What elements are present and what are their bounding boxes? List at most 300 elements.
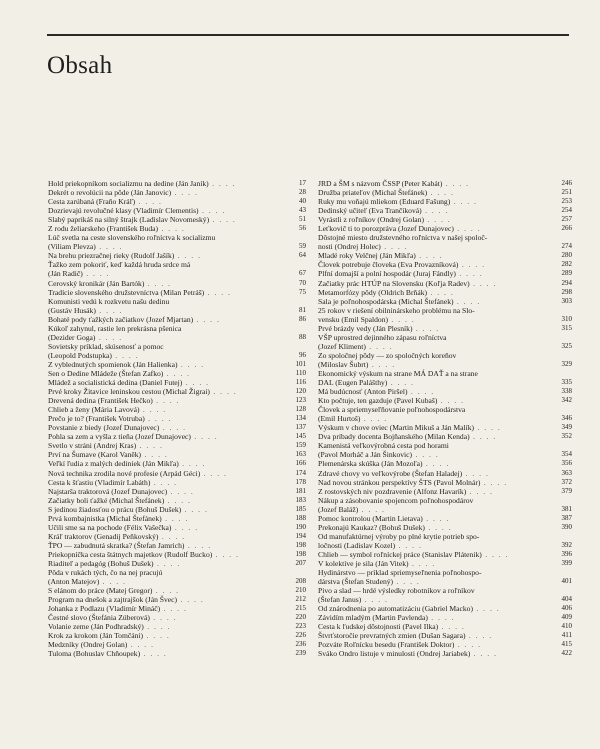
toc-entry-title: Pozváte Roľnícku besedu (František Doktor) xyxy=(318,640,455,650)
toc-entry xyxy=(48,224,306,233)
leader-dots: . . . . xyxy=(368,359,396,369)
toc-page-number: 96 xyxy=(299,350,306,359)
leader-dots: . . . . xyxy=(95,242,124,252)
toc-entry xyxy=(318,188,572,197)
toc-entry xyxy=(318,523,572,532)
toc-entry-title: Riaditeľ a pedagóg (Bohuš Dušek) xyxy=(48,558,154,568)
toc-entry-title: Mladé roky Velčnej (Ján Mikľa) xyxy=(318,251,416,261)
leader-dots: . . . . xyxy=(174,251,202,261)
toc-entry-title: Kto počtuje, ten gazduje (Pavel Kubaš) xyxy=(318,396,438,406)
toc-entry-title: Prví na Šumave (Karol Vaněk) xyxy=(48,450,142,460)
toc-entry xyxy=(318,550,572,559)
toc-entry-title: Prvé kroky Žitavice leninskou cestou (Michal Žigrai) xyxy=(48,387,210,397)
toc-entry xyxy=(48,260,306,269)
toc-entry-title: (Viliam Plevza) xyxy=(48,242,96,252)
toc-entry-title: (Dezider Goga) xyxy=(48,332,96,342)
toc-entry xyxy=(48,586,306,595)
toc-entry-title: Vyrástli z roľníkov (Ondrej Golan) xyxy=(318,215,424,225)
toc-entry xyxy=(48,505,306,514)
toc-entry-title: Dekrét o revolúcii na pôde (Ján Janovic) xyxy=(48,188,172,198)
toc-entry-title: (Leopold Podstupka) xyxy=(48,350,112,360)
leader-dots: . . . . xyxy=(139,405,167,415)
toc-entry xyxy=(48,269,306,278)
toc-entry xyxy=(318,505,572,514)
leader-dots: . . . . xyxy=(163,368,191,378)
toc-entry-title: Metamorfózy pôdy (Oldrich Brňák) xyxy=(318,287,428,297)
toc-entry xyxy=(318,496,572,505)
toc-page-number: 239 xyxy=(295,649,306,658)
toc-entry xyxy=(48,324,306,333)
toc-page-number: 64 xyxy=(299,251,306,260)
toc-page-number: 372 xyxy=(561,477,572,486)
toc-entry xyxy=(318,622,572,631)
toc-entry xyxy=(318,396,572,405)
toc-page-number: 40 xyxy=(299,197,306,206)
leader-dots: . . . . xyxy=(472,604,501,614)
leader-dots: . . . . xyxy=(184,540,212,550)
leader-dots: . . . . xyxy=(158,531,186,541)
toc-entry-title: vensku (Emil Spaldon) xyxy=(318,314,389,324)
toc-entry xyxy=(318,450,572,459)
leader-dots: . . . . xyxy=(470,649,498,659)
leader-dots: . . . . xyxy=(462,468,490,478)
toc-entry-title: Sovietsky príklad, skúsenosť a pomoc xyxy=(48,341,164,351)
toc-page-number: 303 xyxy=(561,296,572,305)
toc-entry xyxy=(318,215,572,224)
toc-entry-title: Prvá kombajnistka (Michal Štefánek) xyxy=(48,513,162,523)
toc-entry xyxy=(48,532,306,541)
toc-entry-title: (Pavol Morháč a Ján Šinkovic) xyxy=(318,450,413,460)
toc-entry-title: (Štefan Janus) xyxy=(318,595,362,605)
toc-entry xyxy=(318,577,572,586)
toc-page-number: 223 xyxy=(295,622,306,631)
toc-page-number: 210 xyxy=(295,586,306,595)
toc-entry xyxy=(48,414,306,423)
toc-entry xyxy=(48,604,306,613)
leader-dots: . . . . xyxy=(177,595,205,605)
toc-entry xyxy=(48,242,306,251)
leader-dots: . . . . xyxy=(161,513,189,523)
toc-entry xyxy=(48,306,306,315)
leader-dots: . . . . xyxy=(427,613,456,623)
toc-entry-title: Volanie zeme (Ján Podhradský) xyxy=(48,622,144,632)
leader-dots: . . . . xyxy=(135,197,163,207)
toc-entry-title: V kolektíve je sila (Ján Vitek) xyxy=(318,558,409,568)
toc-entry-title: Krok za krokom (Ján Tomčáni) xyxy=(48,631,144,641)
toc-entry xyxy=(48,459,306,468)
toc-entry xyxy=(48,215,306,224)
leader-dots: . . . . xyxy=(95,332,123,342)
toc-entry xyxy=(318,432,572,441)
toc-entry-title: (Jozef Kliment) xyxy=(318,341,366,351)
leader-dots: . . . . xyxy=(393,577,421,587)
toc-entry xyxy=(318,297,572,306)
toc-entry-title: Pohla sa zem a vyšla z tieňa (Jozef Dunajovec) xyxy=(48,432,191,442)
toc-page-number: 392 xyxy=(561,540,572,549)
toc-page-number: 363 xyxy=(561,468,572,477)
toc-entry xyxy=(318,487,572,496)
toc-page-number: 220 xyxy=(295,613,306,622)
leader-dots: . . . . xyxy=(150,477,178,487)
toc-entry-title: (Ján Radič) xyxy=(48,269,83,279)
toc-entry-title: Povstanie z biedy (Jozef Dunajovec) xyxy=(48,423,160,433)
toc-entry xyxy=(48,478,306,487)
toc-entry xyxy=(318,469,572,478)
toc-entry xyxy=(48,333,306,342)
toc-entry-title: Dva príbady docenta Bojňanského (Milan Kenda) xyxy=(318,432,470,442)
toc-entry xyxy=(318,333,572,342)
toc-entry-title: S jedinou žiadosťou o prácu (Bohuš Dušek) xyxy=(48,504,182,514)
toc-entry xyxy=(48,188,306,197)
toc-entry-title: Dedinský učiteľ (Eva Trančíková) xyxy=(318,206,422,216)
toc-page-number: 274 xyxy=(561,242,572,251)
toc-page-number: 174 xyxy=(295,468,306,477)
page-title: Obsah xyxy=(47,52,113,79)
toc-entry xyxy=(48,622,306,631)
toc-entry xyxy=(318,459,572,468)
toc-entry xyxy=(48,233,306,242)
leader-dots: . . . . xyxy=(358,504,386,514)
toc-entry-title: Od znárodnenia po automatizáciu (Gabriel Macko) xyxy=(318,604,473,614)
leader-dots: . . . . xyxy=(160,604,188,614)
leader-dots: . . . . xyxy=(136,441,164,451)
toc-page-number: 178 xyxy=(295,477,306,486)
toc-entry-title: Učili sme sa na pochode (Félix Vašečka) xyxy=(48,522,172,532)
toc-entry-title: Zdravé chovy vo veľkovýrobe (Štefan Haladej) xyxy=(318,468,463,478)
leader-dots: . . . . xyxy=(458,260,486,270)
toc-entry-title: Svetlo v stráni (Andrej Kras) xyxy=(48,441,137,451)
toc-entry-title: (Jozef Baláž) xyxy=(318,504,359,514)
toc-entry-title: Kráľ traktorov (Genadij Peňkovský) xyxy=(48,531,159,541)
toc-entry xyxy=(48,423,306,432)
toc-page-number: 181 xyxy=(295,486,306,495)
toc-entry xyxy=(48,342,306,351)
toc-entry xyxy=(48,206,306,215)
toc-entry-title: Štvrťstoročie prevratných zmien (Dušan Sagara) xyxy=(318,631,466,641)
toc-entry-title: Na brehu priezračnej rieky (Rudolf Jašík) xyxy=(48,251,175,261)
toc-entry-title: Má budúcnosť (Anton Piršel) xyxy=(318,387,408,397)
toc-entry-title: Pivo a slad — hrdé výsledky robotníkov a roľníkov xyxy=(318,586,475,596)
toc-page-number: 390 xyxy=(561,522,572,531)
leader-dots: . . . . xyxy=(422,513,450,523)
toc-entry-title: Výskum v chove oviec (Martin Mikuš a Ján Malík) xyxy=(318,423,475,433)
toc-entry-title: Hold priekopníkom socializmu na dedine (Ján Janík) xyxy=(48,179,209,188)
toc-entry xyxy=(48,640,306,649)
toc-entry xyxy=(48,297,306,306)
toc-entry xyxy=(48,469,306,478)
leader-dots: . . . . xyxy=(421,206,449,216)
toc-page-number: 379 xyxy=(561,486,572,495)
toc-entry xyxy=(318,541,572,550)
toc-entry xyxy=(48,496,306,505)
toc-entry-title: Najstarša traktorová (Jozef Dunajovec) xyxy=(48,486,168,496)
leader-dots: . . . . xyxy=(167,486,195,496)
leader-dots: . . . . xyxy=(171,188,199,198)
leader-dots: . . . . xyxy=(209,387,238,397)
toc-page-number: 253 xyxy=(561,197,572,206)
toc-entry xyxy=(48,514,306,523)
toc-entry xyxy=(318,260,572,269)
leader-dots: . . . . xyxy=(427,188,455,198)
toc-page-number: 349 xyxy=(561,423,572,432)
toc-page-number: 401 xyxy=(561,577,572,586)
leader-dots: . . . . xyxy=(469,278,497,288)
leader-dots: . . . . xyxy=(178,459,206,469)
toc-entry xyxy=(48,450,306,459)
toc-entry xyxy=(318,613,572,622)
toc-page-number: 406 xyxy=(561,604,572,613)
toc-entry xyxy=(318,233,572,242)
toc-entry xyxy=(318,224,572,233)
toc-page-number: 86 xyxy=(299,314,306,323)
toc-entry-title: Družba priateľov (Michal Štefánek) xyxy=(318,188,428,198)
toc-page-number: 70 xyxy=(299,278,306,287)
leader-dots: . . . . xyxy=(177,359,205,369)
toc-entry xyxy=(48,315,306,324)
toc-entry-title: Drevená dedina (František Hečko) xyxy=(48,396,153,406)
leader-dots: . . . . xyxy=(412,450,440,460)
toc-entry-title: Cesta k šťastiu (Vladimír Labáth) xyxy=(48,477,151,487)
leader-dots: . . . . xyxy=(407,387,435,397)
toc-entry xyxy=(318,405,572,414)
toc-page-number: 120 xyxy=(295,387,306,396)
toc-page-number: 294 xyxy=(561,278,572,287)
toc-entry xyxy=(318,324,572,333)
toc-entry xyxy=(48,577,306,586)
toc-entry-title: Z vyblednutých spomienok (Ján Halienka) xyxy=(48,359,178,369)
toc-entry-title: Tradície slovenského družstevníctva (Milan Petráš) xyxy=(48,287,205,297)
toc-page-number: 128 xyxy=(295,405,306,414)
toc-entry-title: Chlieb a ženy (Mária Lavová) xyxy=(48,405,140,415)
toc-page-number: 310 xyxy=(561,314,572,323)
toc-entry-title: Plfní domajší a polní hospodár (Juraj Fándly) xyxy=(318,269,456,279)
toc-entry-title: dárstva (Štefan Studený) xyxy=(318,577,394,587)
leader-dots: . . . . xyxy=(182,378,210,388)
top-rule xyxy=(47,34,569,36)
leader-dots: . . . . xyxy=(198,206,226,216)
toc-page-number: 404 xyxy=(561,595,572,604)
toc-entry-title: Z rostovských niv pozdravenie (Alfonz Havarík) xyxy=(318,486,467,496)
toc-entry xyxy=(318,568,572,577)
leader-dots: . . . . xyxy=(159,423,187,433)
toc-entry-title: Nad novou stránkou perspektívy ŠTS (Pavol Molnár) xyxy=(318,477,481,487)
toc-page-number: 251 xyxy=(561,188,572,197)
leader-dots: . . . . xyxy=(481,549,509,559)
toc-entry xyxy=(48,550,306,559)
toc-entry xyxy=(318,369,572,378)
toc-entry-title: ločnosti (Ladislav Kozel) xyxy=(318,540,396,550)
toc-entry-title: Sala je poľnohospodárska (Michal Štefánek) xyxy=(318,296,454,306)
toc-entry xyxy=(318,360,572,369)
toc-entry xyxy=(318,604,572,613)
leader-dots: . . . . xyxy=(465,631,493,641)
leader-dots: . . . . xyxy=(158,224,186,234)
toc-page-number: 207 xyxy=(295,558,306,567)
leader-dots: . . . . xyxy=(140,649,168,659)
leader-dots: . . . . xyxy=(212,549,240,559)
toc-entry-title: Sváko Ondro listuje v minulosti (Ondrej Jariabek) xyxy=(318,649,471,659)
toc-entry xyxy=(48,541,306,550)
leader-dots: . . . . xyxy=(111,350,140,360)
toc-entry-title: DAL (Eugen Palášthy) xyxy=(318,378,388,388)
leader-dots: . . . . xyxy=(208,179,236,188)
toc-page-number: 137 xyxy=(295,423,306,432)
leader-dots: . . . . xyxy=(422,459,450,469)
toc-entry-title: Ekonomický výskum na strane MÁ DAŤ a na strane xyxy=(318,368,478,378)
toc-page-number: 188 xyxy=(295,513,306,522)
toc-page-number: 409 xyxy=(561,613,572,622)
toc-entry xyxy=(48,559,306,568)
leader-dots: . . . . xyxy=(415,251,444,261)
toc-entry xyxy=(318,559,572,568)
toc-page-number: 346 xyxy=(561,414,572,423)
toc-page-number: 396 xyxy=(561,549,572,558)
toc-entry xyxy=(48,649,306,658)
toc-entry xyxy=(48,432,306,441)
leader-dots: . . . . xyxy=(453,296,481,306)
toc-page-number: 185 xyxy=(295,504,306,513)
toc-page-number: 28 xyxy=(299,188,306,197)
toc-page-number: 43 xyxy=(299,206,306,215)
toc-page-number: 198 xyxy=(295,549,306,558)
toc-entry-title: Od manufaktúrnej výroby po plné krytie potrieb spo- xyxy=(318,531,480,541)
toc-entry-title: Kúkoľ zahynul, rastie len prekrásna pšenica xyxy=(48,323,182,333)
toc-entry xyxy=(318,342,572,351)
toc-page-number: 338 xyxy=(561,387,572,396)
toc-entry-title: 25 rokov v riešení obilninárskeho problému na Slo- xyxy=(318,305,475,315)
toc-page-number: 51 xyxy=(299,215,306,224)
leader-dots: . . . . xyxy=(152,586,180,596)
leader-dots: . . . . xyxy=(454,640,482,650)
toc-entry-title: Kamenistá veľkovýrobná cesta pod horami xyxy=(318,441,449,451)
toc-entry xyxy=(48,631,306,640)
toc-entry-title: Leťkovič ti to porozpráva (Jozef Dunajovec) xyxy=(318,224,454,234)
toc-entry-title: Nová technika zrodila nové profesie (Arpád Géci) xyxy=(48,468,201,478)
toc-entry-title: Človek potrebuje človeka (Eva Provazníková) xyxy=(318,260,459,270)
toc-page-number: 145 xyxy=(295,432,306,441)
leader-dots: . . . . xyxy=(200,468,228,478)
toc-entry-title: Začiatky prác HTÚP na Slovensku (Koľja Radev) xyxy=(318,278,470,288)
toc-entry-title: Tuloma (Bohuslav Chňoupek) xyxy=(48,649,141,659)
toc-entry-title: Plemenárska skúška (Ján Mozoľa) xyxy=(318,459,423,469)
toc-entry xyxy=(48,568,306,577)
leader-dots: . . . . xyxy=(469,432,497,442)
toc-entry-title: Slabý paprikáš na silný štrajk (Ladislav Novomeský) xyxy=(48,215,210,225)
toc-entry-title: Veľkí ľudia z malých dediniek (Ján Mikľa) xyxy=(48,459,179,469)
leader-dots: . . . . xyxy=(171,522,199,532)
toc-page-number: 59 xyxy=(299,242,306,251)
leader-dots: . . . . xyxy=(193,314,221,324)
leader-dots: . . . . xyxy=(82,269,110,279)
toc-page-number: 56 xyxy=(299,224,306,233)
toc-page-number: 422 xyxy=(561,649,572,658)
toc-entry xyxy=(318,279,572,288)
toc-entry xyxy=(48,378,306,387)
toc-entry-title: Cerovský kronikár (Ján Bartók) xyxy=(48,278,145,288)
toc-entry-title: Človek a spriemyseľňovanie poľnohospodárstva xyxy=(318,405,466,415)
toc-entry-title: ŤPO — zabudnutá skratka? (Štefan Jamrich) xyxy=(48,540,185,550)
toc-entry xyxy=(318,514,572,523)
leader-dots: . . . . xyxy=(360,414,388,424)
toc-page-number: 356 xyxy=(561,459,572,468)
leader-dots: . . . . xyxy=(474,423,502,433)
toc-page-number: 329 xyxy=(561,359,572,368)
toc-page-number: 257 xyxy=(561,215,572,224)
leader-dots: . . . . xyxy=(424,522,453,532)
toc-page-number: 381 xyxy=(561,504,572,513)
leader-dots: . . . . xyxy=(453,224,482,234)
toc-entry-title: Dôstojné miesto družstevného roľníctva v našej spoloč- xyxy=(318,233,488,243)
toc-entry xyxy=(318,640,572,649)
toc-page-number: 246 xyxy=(561,179,572,187)
toc-page-number: 325 xyxy=(561,341,572,350)
leader-dots: . . . . xyxy=(143,622,171,632)
toc-page-number: 266 xyxy=(561,224,572,233)
toc-entry xyxy=(318,532,572,541)
leader-dots: . . . . xyxy=(144,278,172,288)
toc-entry xyxy=(318,478,572,487)
toc-entry-title: Z rodu želiarskeho (František Buda) xyxy=(48,224,159,234)
toc-entry-title: Prečo je to? (František Votruba) xyxy=(48,414,145,424)
toc-page-number: 190 xyxy=(295,522,306,531)
toc-entry-title: (Anton Matejov) xyxy=(48,577,100,587)
leader-dots: . . . . xyxy=(99,577,127,587)
leader-dots: . . . . xyxy=(181,504,209,514)
toc-page-number: 335 xyxy=(561,378,572,387)
toc-entry-title: Dozrievajú revolučné klasy (Vladimír Clementis) xyxy=(48,206,199,216)
toc-entry-title: Komunisti vedú k rozkvetu našu dedinu xyxy=(48,296,170,306)
toc-entry-title: Johanka z Podlazu (Vladimír Mináč) xyxy=(48,604,161,614)
toc-entry-title: Závidím mladým (Martin Pavlenda) xyxy=(318,613,428,623)
toc-entry xyxy=(318,649,572,658)
toc-entry-title: nosti (Ondrej Holec) xyxy=(318,242,381,252)
toc-entry xyxy=(318,306,572,315)
toc-entry-title: Pomoc kontrolou (Martin Lietava) xyxy=(318,513,423,523)
toc-page-number: 163 xyxy=(295,450,306,459)
toc-page-number: 415 xyxy=(561,640,572,649)
toc-page-number: 298 xyxy=(561,287,572,296)
toc-page-number: 399 xyxy=(561,558,572,567)
toc-page-number: 81 xyxy=(299,305,306,314)
toc-entry-title: Zo spoločnej pôdy — zo spoločných koreňov xyxy=(318,350,457,360)
toc-entry xyxy=(318,269,572,278)
toc-entry xyxy=(48,405,306,414)
leader-dots: . . . . xyxy=(395,540,423,550)
toc-entry-title: Program na dnešok a zajtrajšok (Ján Švec) xyxy=(48,595,178,605)
toc-page-number: 411 xyxy=(561,631,572,640)
leader-dots: . . . . xyxy=(209,215,237,225)
toc-page-number: 354 xyxy=(561,450,572,459)
toc-entry xyxy=(318,423,572,432)
toc-entry xyxy=(318,387,572,396)
leader-dots: . . . . xyxy=(450,197,478,207)
toc-entry-title: Sen o Dedine Mládeže (Štefan Zafko) xyxy=(48,368,164,378)
toc-entry-title: Bohaté pody ťažkých začiatkov (Jozef Mjartan) xyxy=(48,314,194,324)
leader-dots: . . . . xyxy=(204,287,232,297)
toc-page-number: 352 xyxy=(561,432,572,441)
toc-entry-title: (Gustáv Husák) xyxy=(48,305,96,315)
leader-dots: . . . . xyxy=(141,450,169,460)
toc-page-number: 212 xyxy=(295,595,306,604)
toc-page-number: 67 xyxy=(299,269,306,278)
toc-entry xyxy=(318,197,572,206)
toc-entry-title: VŠP uprostred dejinného zápasu roľníctva xyxy=(318,332,447,342)
toc-entry-title: Čestné slovo (Štefánia Zúberová) xyxy=(48,613,150,623)
leader-dots: . . . . xyxy=(164,495,192,505)
leader-dots: . . . . xyxy=(466,486,494,496)
toc-page-number: 123 xyxy=(295,396,306,405)
toc-page-number: 134 xyxy=(295,414,306,423)
